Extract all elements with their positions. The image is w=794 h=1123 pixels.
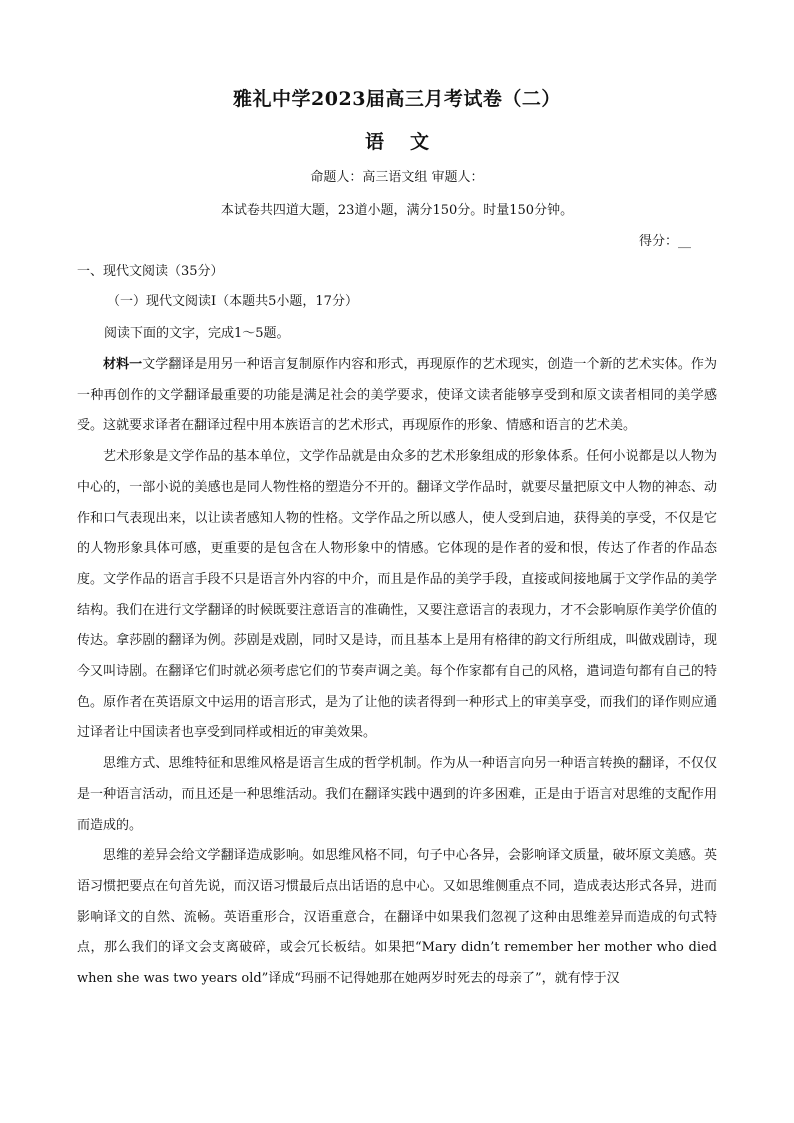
passage-paragraph: 艺术形象是文学作品的基本单位，文学作品就是由众多的艺术形象组成的形象体系。任何小说都是以人物为中心的，一部小说的美感也是同人物性格的塑造分不开的。翻译文学作品时，就要尽量把原文中人物的神态、动作和口气表现出来，以让读者感知人物的性格。文学作品之所以感人，使人受到启迪，获得美的享受，不仅是它的人物形象具体可感，更重要的是包含在人物形象中的情感。它体现的是作者的爱和恨，传达了作者的作品态度。文学作品的语言手段不只是语言外内容的中介，而且是作品的美学手段，直接或间接地属于文学作品的美学结构。我们在进行文学翻译的时候既要注意语言的准确性，又要注意语言的表现力，才不会影响原作美学价值的传达。拿莎剧的翻译为例。莎剧是戏剧，同时又是诗，而且基本上是用有格律的韵文行所组成，叫做戏剧诗，现今又叫诗剧。在翻译它们时就必须考虑它们的节奏声调之美。每个作家都有自己的风格，遣词造句都有自己的特色。原作者在英语原文中运用的语言形式，是为了让他的读者得到一种形式上的审美享受，而我们的译作则应通过译者让中国读者也享受到同样或相近的审美效果。 [77,449,717,741]
paragraph-text: 文学翻译是用另一种语言复制原作内容和形式，再现原作的艺术现实，创造一个新的艺术实体。作为一种再创作的文学翻译最重要的功能是满足社会的美学要求，使译文读者能够享受到和原文读者相同的美学感受。这就要求译者在翻译过程中用本族语言的艺术形式，再现原作的形象、情感和语言的艺术美。 [77,357,717,434]
material-label: 材料一 [103,357,143,372]
subject-title: 语文 [364,131,455,153]
exam-title: 雅礼中学2023届高三月考试卷（二） [233,88,561,110]
exam-info-line: 本试卷共四道大题，23道小题，满分150分。时量150分钟。 [220,203,574,218]
score-field: 得分：__ [638,234,691,249]
passage-paragraph: 思维方式、思维特征和思维风格是语言生成的哲学机制。作为从一种语言向另一种语言转换的翻译，不仅仅是一种语言活动，而且还是一种思维活动。我们在翻译实践中遇到的许多困难，正是由于语言对思维的支配作用而造成的。 [77,756,717,833]
reading-instruction: 阅读下面的文字，完成1～5题。 [104,326,290,341]
passage-paragraph [77,350,717,442]
subsection-heading: （一）现代文阅读Ⅰ（本题共5小题，17分） [107,294,358,309]
section-heading: 一、现代文阅读（35分） [77,264,224,279]
passage-paragraph: 思维的差异会给文学翻译造成影响。如思维风格不同，句子中心各异，会影响译文质量，破坏原文美感。英语习惯把要点在句首先说，而汉语习惯最后点出话语的息中心。又如思维侧重点不同，造成表达形式各异，进而影响译文的自然、流畅。英语重形合，汉语重意合，在翻译中如果我们忽视了这种由思维差异而造成的句式特点，那么我们的译文会支离破碎，或会冗长板结。如果把“Mary didn’t remember her mother who died when she was two years old”译成“玛丽不记得她那在她两岁时死去的母亲了”，就有悖于汉 [77,848,717,987]
reading-passage [77,350,717,995]
setter-line: 命题人：高三语文组 审题人： [310,170,484,185]
